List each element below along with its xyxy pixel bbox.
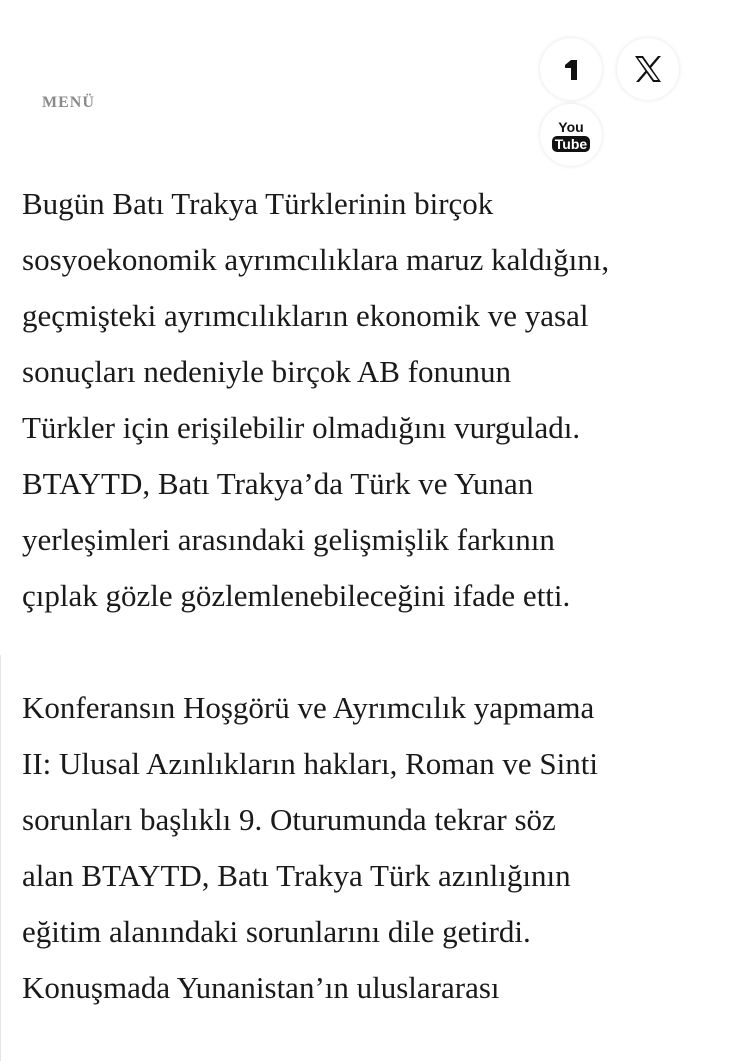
text-line: geçmişteki ayrımcılıkların ekonomik ve yasal [22,298,589,333]
left-divider [0,655,1,1061]
youtube-link-button[interactable] [540,104,602,166]
text-line: sonuçları nedeniyle birçok AB fonunun [22,354,512,389]
article-body [22,176,744,1016]
x-icon [631,52,665,86]
text-line: yerleşimleri arasındaki gelişmişlik farkının [22,522,555,557]
text-line: sosyoekonomik ayrımcılıklara maruz kaldığını, [22,242,610,277]
text-line: Türkler için erişilebilir olmadığını vurguladı. [22,410,581,445]
text-line: II: Ulusal Azınlıkların hakları, Roman ve Sinti [22,746,598,781]
text-line: alan BTAYTD, Batı Trakya Türk azınlığının [22,858,571,893]
article-paragraph [22,680,744,1016]
text-line: Konferansın Hoşgörü ve Ayrımcılık yapmama [22,690,595,725]
x-link-button[interactable] [617,38,679,100]
text-line: BTAYTD, Batı Trakya’da Türk ve Yunan [22,466,534,501]
youtube-icon-top: You [558,118,584,135]
text-line: Konuşmada Yunanistan’ın uluslararası [22,970,500,1005]
menu-button[interactable]: MENÜ [42,94,95,111]
text-line: Bugün Batı Trakya Türklerinin birçok [22,186,494,221]
text-line: eğitim alanındaki sorunlarını dile getirdi. [22,914,531,949]
social-link-button[interactable] [540,38,602,100]
youtube-icon-bottom: Tube [552,136,590,152]
text-line: çıplak gözle gözlemlenebileceğini ifade etti. [22,578,571,613]
youtube-icon [552,119,590,152]
social-logo-icon [556,54,586,84]
text-line: sorunları başlıklı 9. Oturumunda tekrar söz [22,802,556,837]
article-paragraph [22,176,744,624]
